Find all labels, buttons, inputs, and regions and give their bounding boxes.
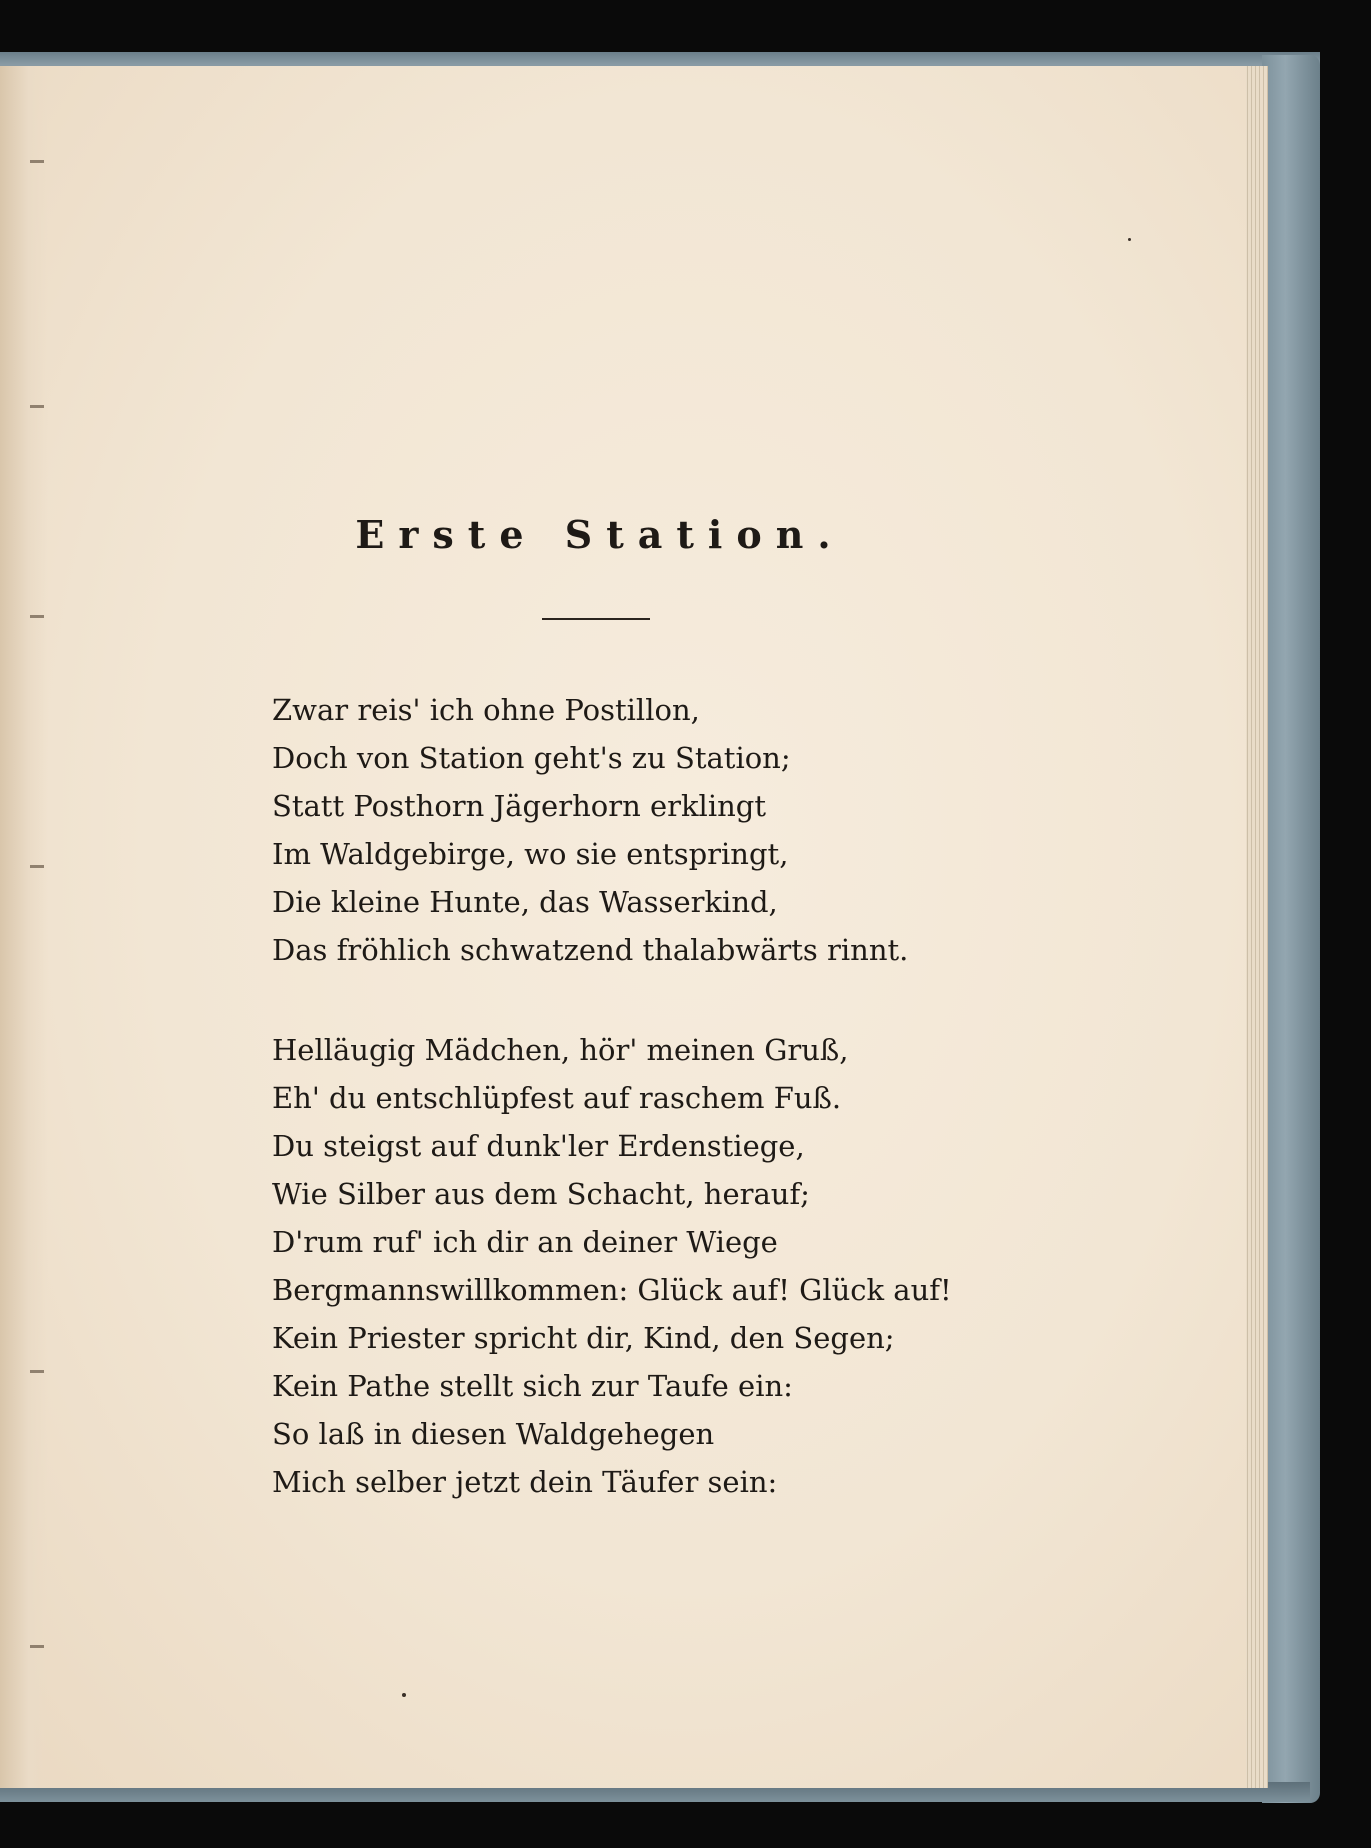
paper-speck (1128, 238, 1131, 241)
binding-stitch (30, 615, 44, 618)
stanza-gap (272, 974, 1172, 1026)
poem-line: Wie Silber aus dem Schacht, herauf; (272, 1177, 810, 1211)
book-cover-spine-edge (1262, 55, 1320, 1803)
poem-body (272, 686, 1172, 1506)
poem-line: Im Waldgebirge, wo sie entspringt, (272, 837, 789, 871)
poem-line: Das fröhlich schwatzend thalabwärts rinnt. (272, 933, 909, 967)
binding-stitch (30, 405, 44, 408)
stanza-1 (272, 686, 1172, 974)
page-gutter (0, 66, 48, 1788)
poem-line: Doch von Station geht's zu Station; (272, 741, 791, 775)
paper-speck (402, 1693, 406, 1697)
poem-line: Helläugig Mädchen, hör' meinen Gruß, (272, 1033, 849, 1067)
section-heading: Erste Station. (355, 512, 845, 557)
poem-line: Statt Posthorn Jägerhorn erklingt (272, 789, 767, 823)
poem-line: Du steigst auf dunk'ler Erdenstiege, (272, 1129, 805, 1163)
poem-line: Zwar reis' ich ohne Postillon, (272, 693, 700, 727)
binding-stitch (30, 160, 44, 163)
binding-stitch (30, 1370, 44, 1373)
poem-line: Bergmannswillkommen: Glück auf! Glück auf! (272, 1273, 952, 1307)
poem-line: Mich selber jetzt dein Täufer sein: (272, 1465, 778, 1499)
poem-line: So laß in diesen Waldgehegen (272, 1417, 715, 1451)
poem-line: Kein Priester spricht dir, Kind, den Segen; (272, 1321, 895, 1355)
poem-line: Kein Pathe stellt sich zur Taufe ein: (272, 1369, 793, 1403)
binding-stitch (30, 865, 44, 868)
poem-line: Eh' du entschlüpfest auf raschem Fuß. (272, 1081, 842, 1115)
stanza-2 (272, 1026, 1172, 1506)
poem-line: Die kleine Hunte, das Wasserkind, (272, 885, 778, 919)
heading-rule (542, 618, 650, 620)
binding-stitch (30, 1645, 44, 1648)
poem-line: D'rum ruf' ich dir an deiner Wiege (272, 1225, 778, 1259)
